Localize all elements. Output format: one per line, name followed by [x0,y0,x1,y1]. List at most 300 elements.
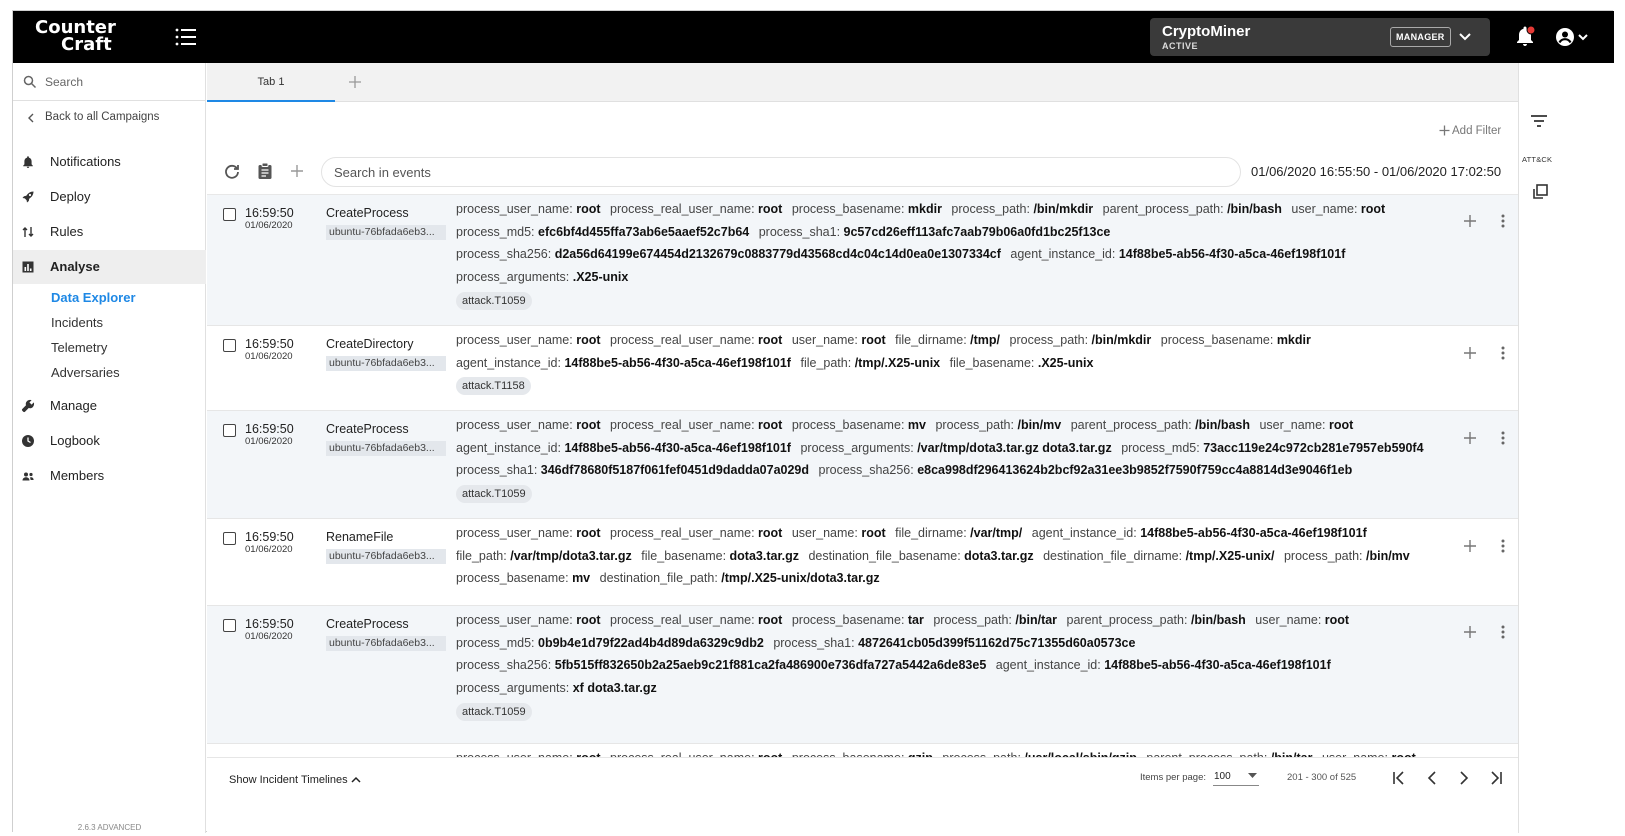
field-value: root [758,202,783,216]
event-field[interactable] [456,356,791,370]
add-filter-label: Add Filter [1452,125,1502,137]
field-key: process_path [1283,548,1360,563]
event-row[interactable] [207,519,1518,606]
field-value: /bin/bash [1227,202,1282,216]
field-key: process_real_user_name [610,202,752,216]
event-field[interactable] [1071,418,1250,432]
field-separator: : [1178,548,1186,563]
host-chip: ubuntu-76bfada6eb3... [326,441,446,456]
field-line [456,567,1446,590]
sidebar-item-label: Rules [50,224,84,239]
field-key: file_dirname [895,333,964,347]
field-value: 4872641cb05d399f51162d75c71355d60a0573ce [858,635,1136,650]
event-field[interactable] [610,613,782,627]
events-list [207,194,1518,757]
tab-1[interactable] [207,63,335,102]
more-vert-icon[interactable] [1495,538,1511,554]
field-line [456,221,1446,244]
field-value: root [1324,613,1350,627]
field-key: process_sha256 [456,247,548,262]
field-separator: : [1111,247,1119,262]
field-key: destination_file_basename [808,548,958,563]
event-type: CreateProcess [326,617,409,631]
event-field[interactable] [819,463,1353,477]
field-separator: : [1322,418,1329,432]
field-separator: : [1008,613,1016,627]
people-icon [21,469,35,483]
sidebar-item-label: Manage [50,398,97,413]
event-field[interactable] [935,418,1061,432]
plus-icon [1439,125,1450,136]
field-line [456,198,1446,221]
field-separator: : [557,440,565,455]
event-field[interactable] [610,418,782,432]
chevron-left-icon [25,112,37,124]
field-value: dota3.tar.gz [964,548,1034,563]
sidebar-subitem-adversaries[interactable]: Adversaries [51,365,120,380]
field-key: process_real_user_name [610,526,752,540]
field-value: root [758,418,783,432]
field-separator: : [557,355,565,370]
event-field[interactable] [808,549,1033,563]
event-date: 01/06/2020 [245,631,293,642]
event-time: 16:59:50 [245,337,294,351]
event-field[interactable] [641,549,799,563]
add-field-icon[interactable] [1462,538,1478,554]
event-field[interactable] [1121,441,1423,455]
field-separator: : [751,202,759,216]
field-key: process_path [933,613,1009,627]
refresh-icon[interactable] [223,163,241,181]
main-content [207,63,1518,833]
field-key: process_sha1 [456,463,534,478]
event-field[interactable] [792,418,926,432]
event-field[interactable] [759,225,1111,239]
field-value: 14f88be5-ab56-4f30-a5ca-46ef198f101f [564,355,791,370]
sidebar-item-label: Logbook [50,433,100,448]
field-key: process_arguments [456,270,566,285]
field-separator: : [1220,202,1228,216]
event-row[interactable] [207,326,1518,411]
rocket-icon [21,190,35,204]
event-field[interactable] [456,270,628,284]
event-field[interactable] [895,333,1000,347]
field-line [456,243,1446,266]
field-key: agent_instance_id [456,440,558,455]
field-value: 14f88be5-ab56-4f30-a5ca-46ef198f101f [564,440,791,455]
sidebar-item-label: Notifications [50,154,121,169]
event-field[interactable] [456,441,791,455]
clock-icon [21,434,35,448]
event-search-input[interactable] [321,157,1241,187]
field-value: /var/tmp/dota3.tar.gz [510,548,632,563]
field-separator: : [569,333,577,347]
event-field[interactable] [773,636,1135,650]
event-fields [456,414,1446,505]
field-separator: : [910,440,918,455]
field-key: parent_process_path [1102,202,1221,216]
back-to-campaigns-link[interactable] [13,107,206,129]
campaign-selector[interactable] [1150,18,1490,56]
field-line [456,414,1446,437]
field-value: xf dota3.tar.gz [572,681,657,696]
top-bar [13,11,1614,63]
event-field[interactable] [1032,526,1367,540]
field-key: process_md5 [456,224,532,239]
event-field[interactable] [456,681,657,695]
add-tab-icon[interactable] [347,74,363,90]
field-key: process_real_user_name [610,613,752,627]
field-key: agent_instance_id [1031,526,1134,540]
row-checkbox[interactable] [223,208,236,221]
field-separator: : [963,526,971,540]
next-page-icon[interactable] [1455,769,1473,787]
field-separator: : [1026,202,1034,216]
event-field[interactable] [1255,613,1349,627]
field-separator: : [569,526,577,540]
field-key: process_path [951,202,1027,216]
user-account-icon[interactable] [1553,25,1593,49]
field-separator: : [1030,355,1038,370]
add-field-icon[interactable] [1462,430,1478,446]
field-key: process_arguments [456,681,566,696]
event-type: CreateProcess [326,422,409,436]
sidebar [13,63,206,833]
field-separator: : [847,355,855,370]
rules-arrows-icon [21,225,35,239]
field-separator: : [547,247,555,262]
field-separator: : [851,635,859,650]
field-separator: : [910,463,918,478]
page-range-label: 201 - 300 of 525 [1287,772,1357,783]
field-separator: : [963,333,971,347]
event-field[interactable] [792,333,886,347]
field-value: .X25-unix [572,270,629,285]
field-value: mv [572,571,591,586]
chevron-up-icon [351,776,361,784]
field-separator: : [1353,202,1361,216]
field-separator: : [531,635,538,650]
more-vert-icon[interactable] [1495,624,1511,640]
event-field[interactable] [1259,418,1353,432]
event-field[interactable] [950,356,1094,370]
field-key: process_basename [791,418,901,432]
date-range[interactable]: 01/06/2020 16:55:50 - 01/06/2020 17:02:50 [1251,164,1502,179]
field-value: /bin/mkdir [1091,333,1152,347]
field-separator: : [1097,658,1105,673]
field-line [456,632,1446,655]
layers-icon[interactable] [1531,183,1549,201]
clipboard-icon[interactable] [256,162,274,180]
back-label: Back to all Campaigns [45,111,160,123]
row-checkbox[interactable] [223,424,236,437]
event-row[interactable] [207,411,1518,519]
event-field[interactable] [456,225,749,239]
app-window [12,10,1613,832]
event-field[interactable] [456,202,601,216]
sidebar-item-notifications[interactable] [13,145,206,179]
event-field[interactable] [456,613,601,627]
field-separator: : [565,270,573,285]
field-value: /tmp/.X25-unix/dota3.tar.gz [721,571,880,586]
event-row[interactable] [207,606,1518,744]
field-value: /var/tmp/ [970,526,1023,540]
event-field[interactable] [456,571,590,585]
sidebar-item-logbook[interactable] [13,424,206,458]
event-fields [456,609,1446,723]
more-vert-icon[interactable] [1495,345,1511,361]
more-vert-icon[interactable] [1495,213,1511,229]
app-version: 2.6.3 ADVANCED [77,823,142,832]
field-separator: : [565,681,573,696]
field-key: process_user_name [456,613,570,627]
field-key: file_basename [641,548,723,563]
field-separator: : [1188,418,1196,432]
field-value: /bin/mv [1365,548,1410,563]
field-key: process_basename [1160,333,1270,347]
event-row[interactable] [207,195,1518,326]
hamburger-menu-icon[interactable] [175,27,197,47]
attack-tag[interactable]: attack.T1059 [456,485,532,503]
event-field[interactable] [1067,613,1246,627]
field-separator: : [569,613,577,627]
field-key: file_path [456,548,504,563]
sidebar-item-label: Analyse [50,259,100,274]
field-separator: : [1183,613,1191,627]
previous-page-icon[interactable] [1423,769,1441,787]
event-date: 01/06/2020 [245,220,293,231]
field-separator: : [836,224,844,239]
event-field[interactable] [610,526,782,540]
right-rail [1518,63,1614,833]
sidebar-subitem-incidents[interactable]: Incidents [51,315,104,330]
event-field[interactable] [800,356,940,370]
field-separator: : [751,418,759,432]
field-line [456,522,1446,545]
event-field[interactable] [1010,247,1345,261]
field-line [456,459,1446,482]
row-checkbox[interactable] [223,339,236,352]
field-separator: : [900,418,908,432]
field-value: root [576,613,601,627]
add-field-icon[interactable] [1462,213,1478,229]
event-field[interactable] [792,202,942,216]
field-key: process_user_name [456,418,570,432]
field-separator: : [533,463,541,478]
event-field[interactable] [895,526,1022,540]
field-key: process_sha1 [758,224,837,239]
field-value: tar [907,613,924,627]
field-key: user_name [1255,613,1318,627]
event-field[interactable] [456,418,601,432]
bar-chart-icon [21,260,35,274]
host-chip: ubuntu-76bfada6eb3... [326,225,446,240]
field-value: efc6bf4d455ffa73ab6e5aaef52c7b64 [538,224,750,239]
event-field[interactable] [610,202,782,216]
field-separator: : [900,202,908,216]
event-date: 01/06/2020 [245,436,293,447]
show-timelines-label: Show Incident Timelines [229,774,348,786]
event-field[interactable] [456,549,632,563]
field-separator: : [714,571,722,586]
field-key: file_basename [949,355,1031,370]
event-field[interactable] [600,571,880,585]
event-time: 16:59:50 [245,206,294,220]
event-field[interactable] [933,613,1057,627]
attack-tag[interactable]: attack.T1158 [456,377,531,395]
field-key: process_real_user_name [610,333,752,347]
field-key: process_md5 [1121,440,1197,455]
field-value: 5fb515ff832650b2a25aeb9c21f881ca2fa486900e736dfa727a5442a6de83e5 [554,658,987,673]
field-key: process_sha256 [456,658,548,673]
event-field[interactable] [1161,333,1311,347]
field-value: /bin/mkdir [1033,202,1094,216]
event-field[interactable] [456,636,764,650]
field-key: file_dirname [895,526,964,540]
add-icon[interactable] [289,163,305,179]
field-value: e8ca998df296413624b2bcf92a31ee3b9852f7590f759cc4a8814d3e9046f1eb [917,463,1353,478]
sidebar-item-members[interactable] [13,459,206,493]
field-separator: : [569,202,577,216]
field-key: process_md5 [456,635,532,650]
attack-tag[interactable]: attack.T1059 [456,703,532,721]
field-key: parent_process_path [1070,418,1189,432]
event-field[interactable] [792,613,924,627]
field-value: d2a56d64199e674454d2132679c0883779d43568cd4c04c14d0ea0e1307334cf [554,247,1001,262]
field-separator: : [751,526,759,540]
more-vert-icon[interactable] [1495,430,1511,446]
notification-bell-icon[interactable] [1513,25,1537,49]
field-value: root [576,333,601,347]
field-key: process_basename [791,613,901,627]
host-chip: ubuntu-76bfada6eb3... [326,549,446,564]
tab-label: Tab 1 [257,76,285,88]
wrench-icon [21,399,35,413]
sidebar-item-rules[interactable] [13,215,206,249]
field-separator: : [957,548,965,563]
field-value: root [576,526,601,540]
field-separator: : [547,658,555,673]
host-chip: ubuntu-76bfada6eb3... [326,636,446,651]
field-key: process_real_user_name [610,418,752,432]
sidebar-item-analyse[interactable] [13,250,206,284]
field-value: root [758,613,783,627]
event-field[interactable] [1010,333,1152,347]
field-value: root [576,202,601,216]
field-value: root [758,526,783,540]
event-type: CreateProcess [326,206,409,220]
field-value: root [1360,202,1386,216]
field-value: /bin/bash [1190,613,1246,627]
event-field[interactable] [1103,202,1282,216]
event-field[interactable] [800,441,1111,455]
field-value: dota3.tar.gz [729,548,799,563]
field-separator: : [1133,526,1141,540]
field-key: process_basename [456,571,566,586]
sidebar-subitem-data-explorer[interactable]: Data Explorer [51,290,136,305]
first-page-icon[interactable] [1390,769,1408,787]
event-field[interactable] [456,463,809,477]
field-separator: : [1084,333,1092,347]
field-key: process_arguments [800,440,911,455]
field-key: process_user_name [456,526,570,540]
event-field[interactable] [610,333,782,347]
event-field[interactable] [951,202,1093,216]
field-line [456,437,1446,460]
field-key: process_user_name [456,333,570,347]
last-page-icon[interactable] [1487,769,1505,787]
event-field[interactable] [1291,202,1385,216]
field-key: process_basename [791,202,901,216]
event-field[interactable] [456,333,601,347]
field-key: process_path [1009,333,1085,347]
field-separator: : [569,418,577,432]
sidebar-item-manage[interactable] [13,389,206,423]
row-checkbox[interactable] [223,532,236,545]
tab-bar [207,63,1518,102]
row-checkbox[interactable] [223,619,236,632]
field-value: root [576,418,601,432]
field-value: .X25-unix [1037,355,1094,370]
field-separator: : [1317,613,1325,627]
add-filter-button[interactable] [1439,125,1501,137]
items-per-page-label: Items per page: [1140,772,1207,783]
field-key: user_name [791,333,855,347]
event-fields [456,198,1446,312]
campaign-status: ACTIVE [1162,41,1199,51]
field-value: /bin/tar [1015,613,1058,627]
event-field[interactable] [456,658,986,672]
attack-tag[interactable]: attack.T1059 [456,292,532,310]
host-chip: ubuntu-76bfada6eb3... [326,356,446,371]
event-field[interactable] [456,526,601,540]
field-line [456,677,1446,700]
event-type: RenameFile [326,530,394,544]
event-field[interactable] [456,247,1001,261]
items-per-page-select[interactable] [1213,768,1259,786]
field-value: 346df78680f5187f061fef0451d9dadda07a029d [540,463,810,478]
sidebar-item-deploy[interactable] [13,180,206,214]
field-value: 0b9b4e1d79f22ad4b4d89da6329c9db2 [538,635,764,650]
show-incident-timelines-button[interactable] [229,774,361,786]
attck-button[interactable]: ATT&CK [1522,155,1553,164]
event-field[interactable] [996,658,1331,672]
field-key: agent_instance_id [1010,247,1112,262]
logo-line-2: Craft [61,34,112,55]
event-field[interactable] [1284,549,1410,563]
sidebar-search-input[interactable] [45,73,195,91]
filter-lines-icon[interactable] [1530,113,1548,129]
field-separator: : [1196,440,1204,455]
field-separator: : [900,613,908,627]
field-separator: : [1269,333,1277,347]
add-field-icon[interactable] [1462,624,1478,640]
field-value: root [861,526,886,540]
event-type: CreateDirectory [326,337,414,351]
event-field[interactable] [792,526,886,540]
dropdown-arrow-icon [1248,773,1257,779]
field-key: agent_instance_id [456,355,558,370]
field-separator: : [565,571,573,586]
sidebar-subitem-telemetry[interactable]: Telemetry [51,340,108,355]
add-field-icon[interactable] [1462,345,1478,361]
field-line [456,545,1446,568]
field-separator: : [1010,418,1018,432]
chevron-down-icon [1458,30,1472,44]
logo [35,19,116,53]
event-field[interactable] [1043,549,1274,563]
field-value: root [861,333,886,347]
